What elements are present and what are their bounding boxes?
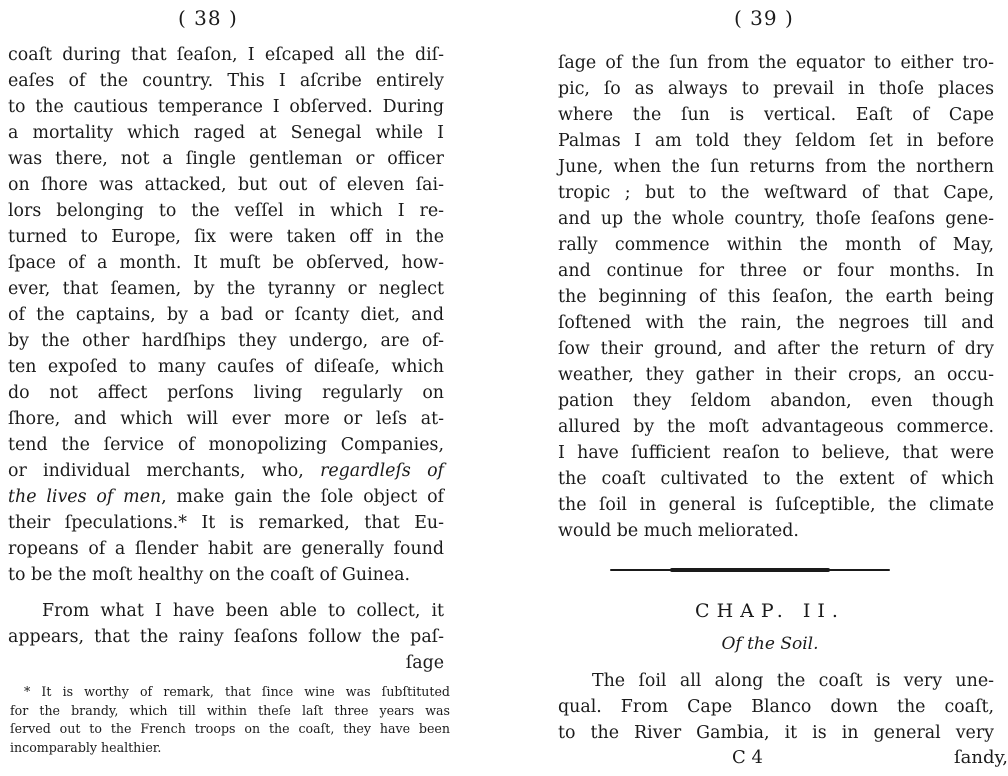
text-line: was there, not a ſingle gentleman or officer	[8, 149, 444, 169]
text-line: ropeans of a ſlender habit are generally found	[8, 539, 444, 559]
chapter-body-text	[558, 668, 994, 746]
text-line: lors belonging to the veſſel in which I re-	[8, 201, 444, 221]
text-line: From what I have been able to collect, it	[42, 601, 444, 621]
text-line: ſow their ground, and after the return of dry	[558, 339, 994, 359]
text-line: to the cautious temperance I obſerved. During	[8, 97, 444, 117]
text-segment: or individual merchants, who,	[8, 461, 321, 481]
footnote	[10, 683, 450, 757]
text-line: on ſhore was attacked, but out of eleven ſai-	[8, 175, 444, 195]
text-line: where the ſun is vertical. Eaſt of Cape	[558, 105, 994, 125]
text-line: appears, that the rainy ſeaſons follow the paſ-	[8, 627, 444, 647]
italic-phrase: the lives of men	[8, 487, 162, 507]
text-line: by the other hardſhips they undergo, are of-	[8, 331, 444, 351]
text-line: of the captains, by a bad or ſcanty diet, and	[8, 305, 444, 325]
text-line: rally commence within the month of May,	[558, 235, 994, 255]
page-number-right: ( 39 )	[734, 6, 794, 30]
text-line: ſpace of a month. It muſt be obſerved, how-	[8, 253, 444, 273]
section-divider	[590, 566, 910, 574]
left-page	[0, 0, 490, 776]
text-line: I have ſufficient reaſon to believe, that were	[558, 443, 994, 463]
text-line: weather, they gather in their crops, an occu-	[558, 365, 994, 385]
text-line: the beginning of this ſeaſon, the earth being	[558, 287, 994, 307]
text-line: ſage of the ſun from the equator to either tro-	[558, 53, 994, 73]
text-line: turned to Europe, ſix were taken off in the	[8, 227, 444, 247]
paragraph-gap	[8, 588, 444, 598]
text-line: the coaſt cultivated to the extent of which	[558, 469, 994, 489]
text-line: would be much meliorated.	[558, 521, 799, 541]
text-line: qual. From Cape Blanco down the coaſt,	[558, 697, 994, 717]
text-line: tropic ; but to the weſtward of that Cape,	[558, 183, 994, 203]
divider-rule-thick	[670, 568, 830, 572]
text-line: ſhore, and which will ever more or leſs at-	[8, 409, 444, 429]
footnote-line: for the brandy, which till within theſe laſt three years was	[10, 702, 450, 718]
text-line-italic-a	[8, 458, 444, 484]
page-number-left: ( 38 )	[178, 6, 238, 30]
catchword-left: ſage	[405, 653, 444, 673]
signature-mark: C 4	[732, 747, 763, 768]
chapter-heading: CHAP. II.	[695, 600, 845, 622]
text-line-italic-b	[8, 484, 444, 510]
text-line: ſoftened with the rain, the negroes till and	[558, 313, 994, 333]
text-line: June, when the ſun returns from the northern	[558, 157, 994, 177]
text-line: and continue for three or four months. In	[558, 261, 994, 281]
chapter-subtitle: Of the Soil.	[721, 634, 819, 654]
text-line: to the River Gambia, it is in general very	[558, 723, 994, 743]
text-line: ten expoſed to many cauſes of diſeaſe, which	[8, 357, 444, 377]
text-line: to be the moſt healthy on the coaſt of Guinea.	[8, 565, 411, 585]
footnote-line: * It is worthy of remark, that ſince wine was ſubſtituted	[24, 684, 450, 699]
text-line: The ſoil all along the coaſt is very une-	[592, 671, 994, 691]
text-line: ever, that ſeamen, by the tyranny or neglect	[8, 279, 444, 299]
catchword-right: ſandy,	[954, 747, 1008, 768]
text-line: pic, ſo as always to prevail in thoſe places	[558, 79, 994, 99]
text-line: tend the ſervice of monopolizing Companies,	[8, 435, 444, 455]
left-body-text	[8, 42, 444, 676]
text-line: the ſoil in general is ſuſceptible, the climate	[558, 495, 994, 515]
text-line: eaſes of the country. This I aſcribe entirely	[8, 71, 444, 91]
footnote-line: incomparably healthier.	[10, 739, 162, 755]
text-line: pation they ſeldom abandon, even though	[558, 391, 994, 411]
text-line: their ſpeculations.* It is remarked, that Eu-	[8, 513, 444, 533]
footnote-line: ſerved out to the French troops on the coaſt, they have been	[10, 721, 450, 736]
italic-phrase: regardleſs of	[320, 461, 444, 481]
text-line: a mortality which raged at Senegal while I	[8, 123, 444, 143]
text-segment-comma: ,	[161, 487, 177, 507]
text-line: and up the whole country, thoſe ſeaſons gene-	[558, 209, 994, 229]
text-line: do not affect perſons living regularly on	[8, 383, 444, 403]
right-page	[510, 0, 1008, 776]
text-line: Palmas I am told they ſeldom ſet in before	[558, 131, 994, 151]
text-line: coaſt during that ſeaſon, I eſcaped all the diſ-	[8, 45, 444, 65]
text-line: allured by the moſt advantageous commerce.	[558, 417, 994, 437]
right-body-text	[558, 50, 994, 544]
text-segment: make gain the ſole object of	[176, 487, 444, 507]
